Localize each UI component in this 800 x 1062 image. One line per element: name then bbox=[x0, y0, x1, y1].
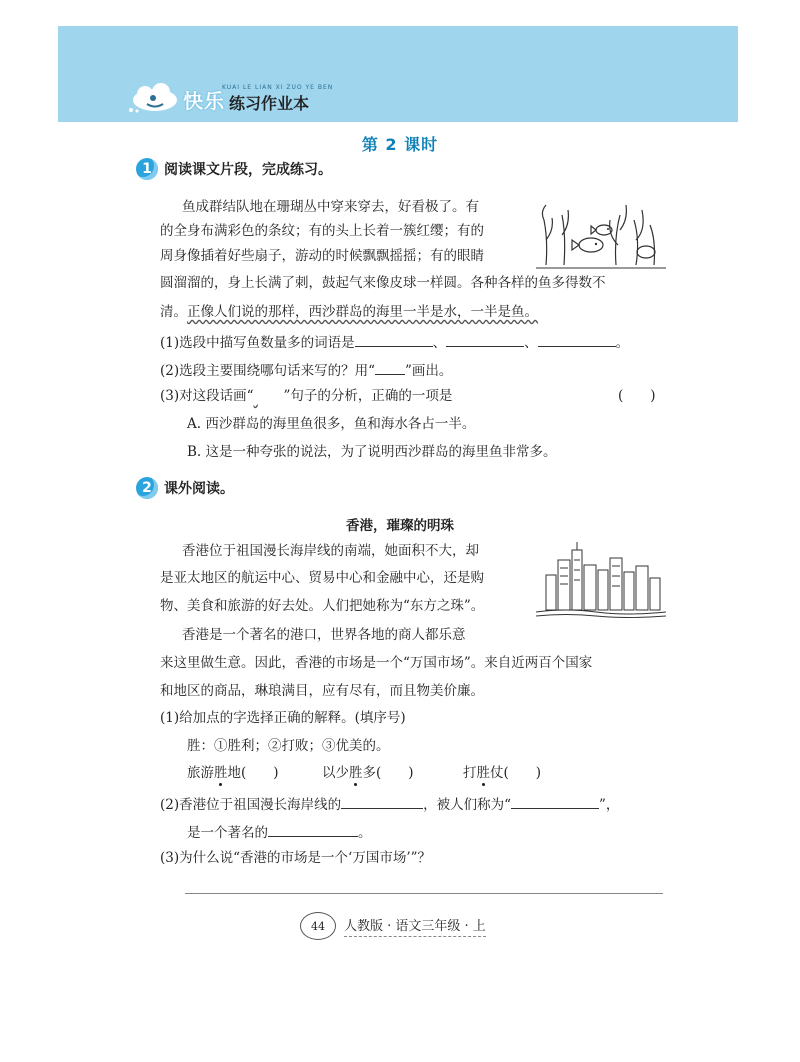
word-part: 打 bbox=[463, 765, 477, 781]
question-text: ，被人们称为“ bbox=[423, 797, 512, 813]
period: 。 bbox=[358, 825, 372, 841]
word-part: 仗( ) bbox=[490, 765, 542, 781]
dotted-char: 胜 bbox=[349, 765, 363, 781]
option-a: A. 西沙群岛的海里鱼很多，鱼和海水各占一半。 bbox=[187, 416, 476, 432]
answer-blank[interactable] bbox=[355, 334, 433, 347]
question-2-2-cont bbox=[187, 824, 372, 841]
question-text: 是一个著名的 bbox=[187, 825, 268, 841]
word-part: 地( ) bbox=[227, 765, 279, 781]
passage-line: 圆溜溜的，身上长满了刺，鼓起气来像皮球一样圆。各种各样的鱼多得数不 bbox=[160, 275, 606, 291]
answer-line[interactable] bbox=[185, 893, 663, 894]
answer-blank[interactable] bbox=[341, 796, 423, 809]
article-title: 香港，璀璨的明珠 bbox=[346, 518, 454, 534]
word-part: 以少 bbox=[322, 765, 349, 781]
passage-line: 和地区的商品，琳琅满目，应有尽有，而且物美价廉。 bbox=[160, 683, 484, 699]
question-2-1: (1)给加点的字选择正确的解释。(填序号) bbox=[160, 710, 406, 726]
hong-kong-skyline-illustration bbox=[536, 540, 666, 618]
passage-line: 是亚太地区的航运中心、贸易中心和金融中心，还是购 bbox=[160, 570, 484, 586]
passage-line: 的全身布满彩色的条纹；有的头上长着一簇红缨；有的 bbox=[160, 223, 484, 239]
word-item[interactable] bbox=[322, 767, 414, 781]
section-title: 课外阅读。 bbox=[164, 481, 234, 497]
passage-line: 鱼成群结队地在珊瑚丛中穿来穿去，好看极了。有 bbox=[182, 199, 479, 215]
definition-options: 胜：①胜利；②打败；③优美的。 bbox=[187, 738, 390, 754]
question-text: (3)对这段话画“ bbox=[160, 388, 254, 404]
question-1-3 bbox=[160, 390, 452, 404]
question-text: (2)香港位于祖国漫长海岸线的 bbox=[160, 797, 342, 813]
dotted-char: 胜 bbox=[214, 765, 228, 781]
cloud-mascot-icon bbox=[125, 80, 181, 114]
brand-main-text: 快乐 bbox=[183, 89, 225, 113]
separator: 、 bbox=[432, 335, 447, 351]
word-item[interactable] bbox=[187, 767, 279, 781]
answer-blank[interactable] bbox=[511, 796, 599, 809]
answer-paren[interactable]: ( ) bbox=[618, 388, 656, 404]
coral-fish-illustration bbox=[536, 190, 666, 270]
answer-blank[interactable] bbox=[268, 824, 358, 837]
brand-sub-text: 练习作业本 bbox=[229, 94, 310, 113]
footer-edition-text: 人教版 · 语文三年级 · 上 bbox=[344, 915, 486, 937]
passage-line-last bbox=[160, 306, 538, 320]
section-2-heading bbox=[136, 477, 234, 499]
passage-text: 清。 bbox=[160, 304, 187, 320]
answer-blank[interactable] bbox=[538, 334, 616, 347]
question-text: ”， bbox=[599, 797, 620, 813]
question-text: ”画出。 bbox=[405, 363, 453, 379]
section-title: 阅读课文片段，完成练习。 bbox=[164, 162, 332, 178]
page-number: 44 bbox=[300, 912, 336, 940]
answer-blank[interactable] bbox=[446, 334, 524, 347]
word-part: 旅游 bbox=[187, 765, 214, 781]
page-footer bbox=[300, 912, 486, 940]
question-2-3: (3)为什么说“香港的市场是一个‘万国市场’”？ bbox=[160, 850, 432, 866]
period: 。 bbox=[615, 335, 630, 351]
section-number-badge: 2 bbox=[136, 477, 158, 499]
question-text: (1)选段中描写鱼数量多的词语是 bbox=[160, 335, 355, 351]
question-text: ”句子的分析，正确的一项是 bbox=[283, 388, 453, 404]
word-item[interactable] bbox=[463, 767, 541, 781]
section-1-heading bbox=[136, 158, 332, 180]
straight-line-sample bbox=[375, 362, 405, 375]
option-b: B. 这是一种夸张的说法，为了说明西沙群岛的海里鱼非常多。 bbox=[187, 444, 557, 460]
lesson-title: 第 2 课时 bbox=[361, 135, 439, 154]
section-number-badge: 1 bbox=[136, 158, 158, 180]
question-2-2 bbox=[160, 796, 619, 813]
passage-line: 物、美食和旅游的好去处。人们把她称为“东方之珠”。 bbox=[160, 598, 485, 614]
word-part: 多( ) bbox=[362, 765, 414, 781]
brand-pinyin: KUAI LE LIAN XI ZUO YE BEN bbox=[222, 84, 334, 91]
wavy-underlined-sentence: 正像人们说的那样，西沙群岛的海里一半是水，一半是鱼。 bbox=[187, 304, 538, 320]
wavy-line-sample bbox=[254, 390, 284, 404]
question-text: (2)选段主要围绕哪句话来写的？用“ bbox=[160, 363, 376, 379]
passage-line: 香港位于祖国漫长海岸线的南端，她面积不大，却 bbox=[182, 543, 479, 559]
passage-line: 周身像插着好些扇子，游动的时候飘飘摇摇；有的眼睛 bbox=[160, 248, 484, 264]
question-1-2 bbox=[160, 362, 452, 379]
question-1-1 bbox=[160, 334, 629, 351]
dotted-char: 胜 bbox=[476, 765, 490, 781]
passage-line: 来这里做生意。因此，香港的市场是一个“万国市场”。来自近两百个国家 bbox=[160, 655, 593, 671]
separator: 、 bbox=[524, 335, 538, 351]
passage-line: 香港是一个著名的港口，世界各地的商人都乐意 bbox=[182, 627, 466, 643]
